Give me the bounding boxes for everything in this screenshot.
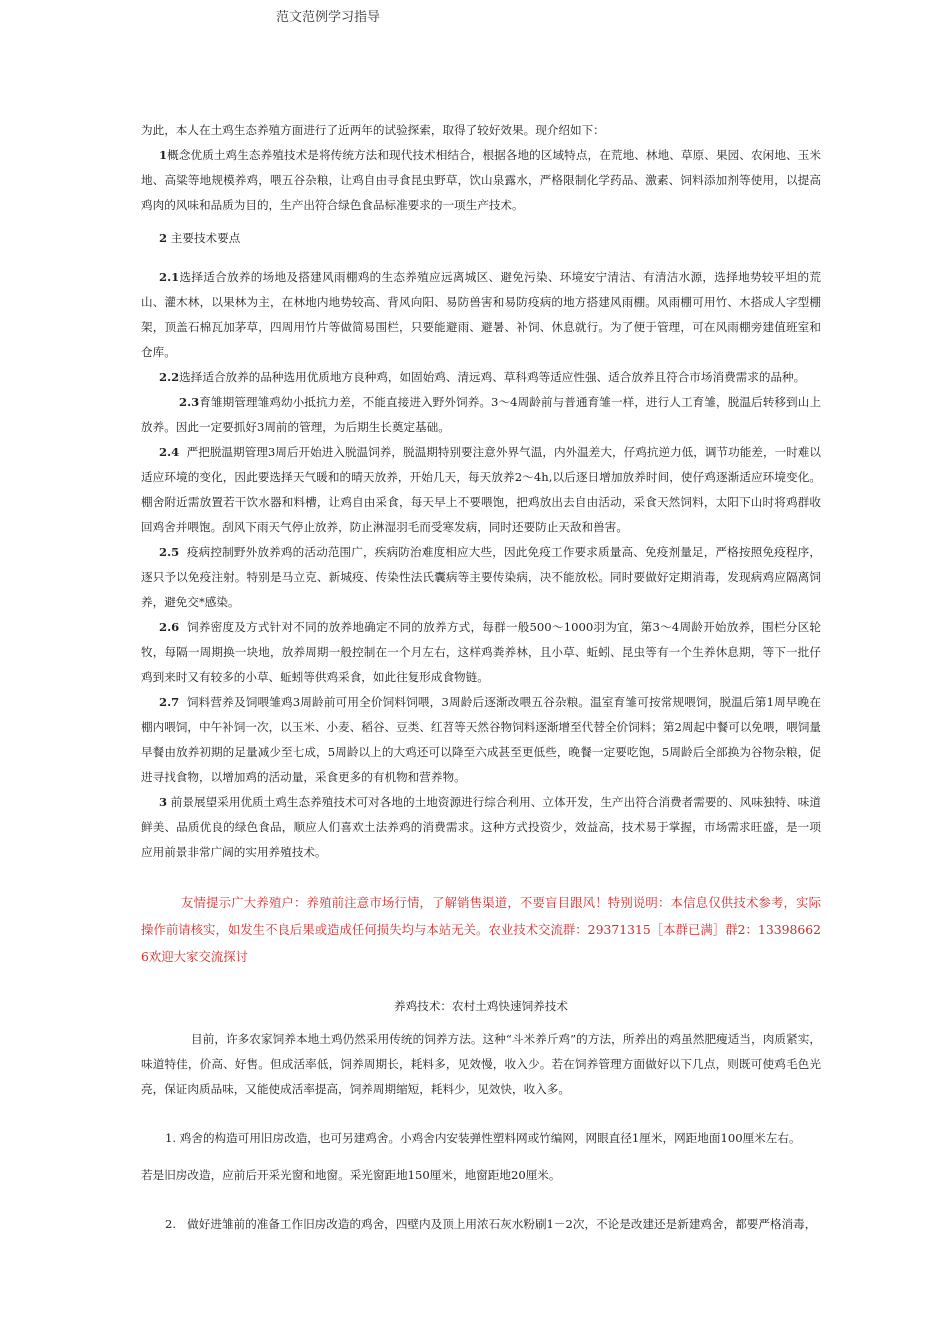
section-number: 2 xyxy=(159,231,168,245)
section-number: 2.1 xyxy=(159,270,180,284)
section-2-2 xyxy=(141,365,821,390)
section-number: 2.6 xyxy=(159,620,180,634)
section-text: 饲料营养及饲喂雏鸡3周龄前可用全价饲料饲喂，3周龄后逐渐改喂五谷杂粮。温室育雏可按常规喂饲，脱温后第1周早晚在棚内喂饲，中午补饲一次，以玉米、小麦、稻谷、豆类、红苕等天然谷物饲料逐渐增至代替全价饲料；第2周起中餐可以免喂，喂饲量早餐由放养初期的足量减少至七成，5周龄以上的大鸡还可以降至六成甚至更低些，晚餐一定要吃饱，5周龄后全部换为谷物杂粮，促进寻找食物，以增加鸡的活动量，采食更多的有机物和营养物。 xyxy=(141,695,821,784)
list-item-2 xyxy=(141,1212,821,1237)
section-3 xyxy=(141,790,821,865)
section-text: 疫病控制野外放养鸡的活动范围广，疾病防治难度相应大些，因此免疫工作要求质量高、免疫剂量足，严格按照免疫程序，逐只予以免疫注射。特别是马立克、新城疫、传染性法氏囊病等主要传染病，决不能放松。同时要做好定期消毒，发现病鸡应隔离饲养，避免交*感染。 xyxy=(141,545,821,609)
section-number: 2.4 xyxy=(159,445,180,459)
section-2-1 xyxy=(141,265,821,365)
article-2-title: 养鸡技术：农村土鸡快速饲养技术 xyxy=(394,999,568,1013)
section-2-7 xyxy=(141,690,821,790)
section-text: 育雏期管理雏鸡幼小抵抗力差，不能直接进入野外饲养。3～4周龄前与普通育雏一样，进行人工育雏，脱温后转移到山上放养。因此一定要抓好3周前的管理，为后期生长奠定基础。 xyxy=(141,395,821,434)
section-text: 选择适合放养的品种选用优质地方良种鸡，如固始鸡、清远鸡、草科鸡等适应性强、适合放养且符合市场消费需求的品种。 xyxy=(179,370,806,384)
section-1 xyxy=(141,143,821,218)
section-2-3 xyxy=(141,390,821,440)
list-item-1-continued: 若是旧房改造，应前后开采光窗和地窗。采光窗距地150厘米，地窗距地20厘米。 xyxy=(141,1168,561,1182)
article-2-intro: 目前，许多农家饲养本地土鸡仍然采用传统的饲养方法。这种“斗米养斤鸡”的方法，所养出的鸡虽然肥瘦适当，肉质紧实，味道特佳，价高、好售。但成活率低，饲养周期长，耗料多，见效慢，收入少。若在饲养管理方面做好以下几点，则既可使鸡毛色光亮，保证肉质品味，又能使成活率提高，饲养周期缩短，耗料少，见效快，收入多。 xyxy=(141,1032,821,1096)
section-text: 概念优质土鸡生态养殖技术是将传统方法和现代技术相结合，根据各地的区域特点，在荒地、林地、草原、果园、农闲地、玉米地、高粱等地规模养鸡，喂五谷杂粮，让鸡自由寻食昆虫野草，饮山泉露水，严格限制化学药品、激素、饲料添加剂等使用，以提高鸡肉的风味和品质为目的，生产出符合绿色食品标准要求的一项生产技术。 xyxy=(141,148,821,212)
section-2-6 xyxy=(141,615,821,690)
section-text: 主要技术要点 xyxy=(170,231,241,245)
section-number: 2.7 xyxy=(159,695,180,709)
section-number: 2.5 xyxy=(159,545,180,559)
section-text: 严把脱温期管理3周后开始进入脱温饲养，脱温期特别要注意外界气温，内外温差大，仔鸡抗逆力低，调节功能差，一时难以适应环境的变化，因此要选择天气暖和的晴天放养，开始几天，每天放养2～4h,以后逐日增加放养时间，使仔鸡逐渐适应环境变化。棚舍附近需放置若干饮水器和料槽，让鸡自由采食，每天早上不要喂饱，把鸡放出去自由活动，采食天然饲料，太阳下山时将鸡群收回鸡舍并喂饱。刮风下雨天气停止放养，防止淋湿羽毛而受寒发病，同时还要防止天敌和兽害。 xyxy=(141,445,822,534)
list-text: 做好进雏前的准备工作旧房改造的鸡舍，四壁内及顶上用浓石灰水粉刷1－2次，不论是改建还是新建鸡舍，都要严格消毒， xyxy=(187,1217,817,1231)
section-text: 前景展望采用优质土鸡生态养殖技术可对各地的土地资源进行综合利用、立体开发，生产出符合消费者需要的、风味独特、味道鲜美、品质优良的绿色食品，顺应人们喜欢土法养鸡的消费需求。这种方式投资少，效益高，技术易于掌握，市场需求旺盛，是一项应用前景非常广阔的实用养殖技术。 xyxy=(141,795,821,859)
section-number: 3 xyxy=(159,795,168,809)
section-2-4 xyxy=(141,440,821,540)
section-text: 选择适合放养的场地及搭建风雨棚鸡的生态养殖应远离城区、避免污染、环境安宁清洁、有清洁水源，选择地势较平坦的荒山、灌木林，以果林为主，在林地内地势较高、背风向阳、易防兽害和易防疫病的地方搭建风雨棚。风雨棚可用竹、木搭成人字型棚架，顶盖石棉瓦加茅草，四周用竹片等做简易围栏，只要能避雨、避暑、补饲、休息就行。为了便于管理，可在风雨棚旁建值班室和仓库。 xyxy=(141,270,821,359)
list-item-1 xyxy=(141,1126,821,1151)
page-header: 范文范例学习指导 xyxy=(276,10,381,25)
list-number: 1. xyxy=(165,1131,177,1145)
section-number: 2.2 xyxy=(159,370,180,384)
section-number: 1 xyxy=(159,148,168,162)
list-number: 2. xyxy=(165,1217,177,1231)
warning-notice: 友情提示广大养殖户：养殖前注意市场行情，了解销售渠道，不要盲目跟风！特别说明：本信息仅供技术参考，实际操作前请核实，如发生不良后果或造成任何损失均与本站无关。农业技术交流群：29371315［本群已满］群2：133986626欢迎大家交流探讨 xyxy=(141,895,821,964)
list-text: 鸡舍的构造可用旧房改造，也可另建鸡舍。小鸡舍内安装弹性塑料网或竹编网，网眼直径1厘米，网距地面100厘米左右。 xyxy=(179,1131,801,1145)
section-2 xyxy=(141,226,821,251)
section-text: 饲养密度及方式针对不同的放养地确定不同的放养方式，每群一般500～1000羽为宜，第3～4周龄开始放养，围栏分区轮牧，每隔一周期换一块地，放养周期一般控制在一个月左右，这样鸡粪养林，且小草、蚯蚓、昆虫等有一个生养休息期，等下一批仔鸡到来时又有较多的小草、蚯蚓等供鸡采食，如此往复形成食物链。 xyxy=(141,620,822,684)
section-2-5 xyxy=(141,540,821,615)
section-number: 2.3 xyxy=(179,395,200,409)
document-body xyxy=(141,118,821,1237)
intro-paragraph: 为此，本人在土鸡生态养殖方面进行了近两年的试验探索，取得了较好效果。现介绍如下： xyxy=(141,123,605,137)
